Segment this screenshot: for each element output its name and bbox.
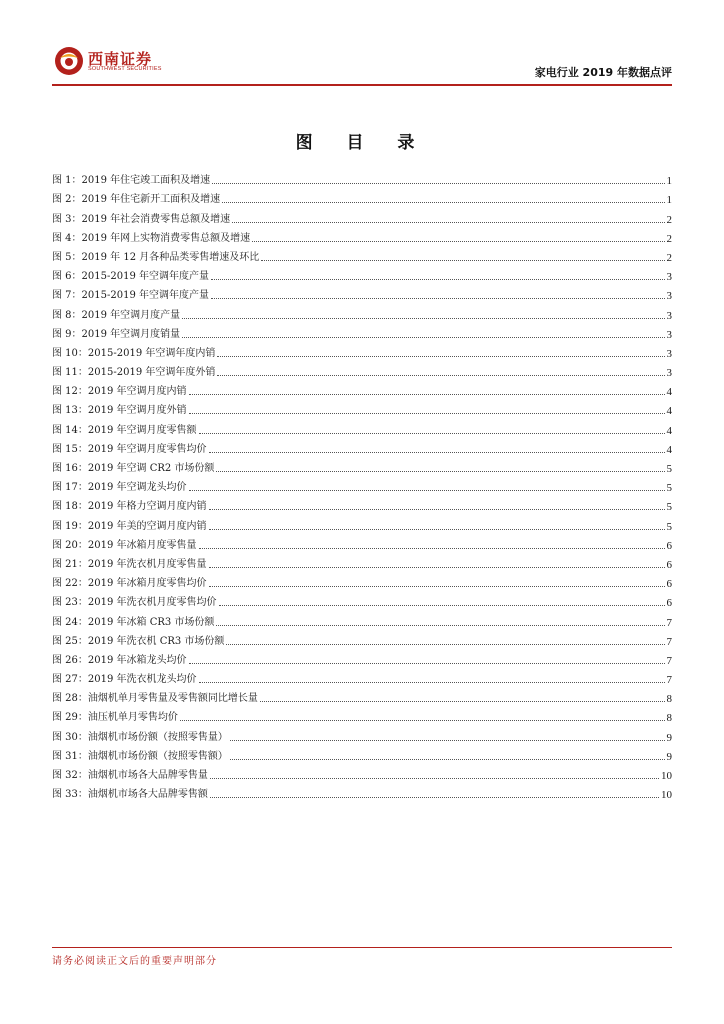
- toc-entry-label: 图 4：2019 年网上实物消费零售总额及增速: [52, 232, 251, 244]
- footer-disclaimer: 请务必阅读正文后的重要声明部分: [52, 956, 217, 967]
- toc-dot-leader: [210, 797, 659, 798]
- toc-dot-leader: [252, 241, 664, 242]
- toc-entry-page-number: 7: [666, 635, 672, 648]
- toc-dot-leader: [199, 548, 665, 549]
- toc-entry-label: 图 28：油烟机单月零售量及零售额同比增长量: [52, 693, 258, 705]
- toc-entry-label: 图 25：2019 年洗衣机 CR3 市场份额: [52, 635, 225, 647]
- toc-entry-label: 图 15：2019 年空调月度零售均价: [52, 443, 207, 455]
- toc-entry[interactable]: [52, 456, 672, 475]
- toc-entry[interactable]: [52, 475, 672, 494]
- toc-entry-page-number: 2: [666, 232, 672, 245]
- toc-dot-leader: [189, 663, 665, 664]
- toc-dot-leader: [189, 413, 665, 414]
- toc-entry-page-number: 7: [666, 654, 672, 667]
- toc-entry[interactable]: [52, 437, 672, 456]
- toc-entry-label: 图 21：2019 年洗衣机月度零售量: [52, 558, 207, 570]
- toc-entry-page-number: 2: [666, 251, 672, 264]
- toc-entry-label: 图 10：2015-2019 年空调年度内销: [52, 347, 216, 359]
- toc-dot-leader: [189, 394, 665, 395]
- toc-entry-page-number: 6: [666, 578, 672, 591]
- toc-entry[interactable]: [52, 187, 672, 206]
- toc-entry-page-number: 7: [666, 674, 672, 687]
- toc-entry-label: 图 26：2019 年冰箱龙头均价: [52, 654, 187, 666]
- toc-entry[interactable]: [52, 686, 672, 705]
- toc-dot-leader: [209, 586, 665, 587]
- toc-entry[interactable]: [52, 533, 672, 552]
- toc-entry[interactable]: [52, 379, 672, 398]
- toc-entry-label: 图 31：油烟机市场份额（按照零售额）: [52, 750, 228, 762]
- toc-entry-page-number: 4: [666, 386, 672, 399]
- toc-dot-leader: [182, 337, 664, 338]
- toc-entry[interactable]: [52, 648, 672, 667]
- toc-dot-leader: [222, 202, 664, 203]
- toc-entry-page-number: 6: [666, 558, 672, 571]
- toc-entry-page-number: 6: [666, 597, 672, 610]
- toc-entry-label: 图 19：2019 年美的空调月度内销: [52, 520, 207, 532]
- toc-entry-page-number: 4: [666, 424, 672, 437]
- toc-dot-leader: [216, 625, 664, 626]
- toc-entry-page-number: 8: [666, 693, 672, 706]
- toc-entry[interactable]: [52, 782, 672, 801]
- toc-entry-label: 图 32：油烟机市场各大品牌零售量: [52, 770, 208, 781]
- toc-entry[interactable]: [52, 609, 672, 628]
- toc-entry-page-number: 4: [666, 443, 672, 456]
- toc-entry-page-number: 7: [666, 616, 672, 629]
- toc-entry-label: 图 20：2019 年冰箱月度零售量: [52, 539, 197, 551]
- toc-entry-page-number: 3: [666, 309, 672, 322]
- toc-entry-label: 图 16：2019 年空调 CR2 市场份额: [52, 463, 215, 474]
- toc-dot-leader: [261, 260, 664, 261]
- brand-name-en: SOUTHWEST SECURITIES: [88, 66, 162, 72]
- toc-entry-page-number: 3: [666, 328, 672, 341]
- toc-dot-leader: [212, 183, 664, 184]
- toc-entry-label: 图 3：2019 年社会消费零售总额及增速: [52, 213, 231, 225]
- toc-entry[interactable]: [52, 571, 672, 590]
- toc-entry-label: 图 8：2019 年空调月度产量: [52, 309, 181, 321]
- toc-entry-label: 图 17：2019 年空调龙头均价: [52, 482, 187, 494]
- toc-dot-leader: [182, 318, 664, 319]
- toc-dot-leader: [211, 298, 665, 299]
- toc-entry[interactable]: [52, 724, 672, 743]
- toc-entry[interactable]: [52, 744, 672, 763]
- toc-entry-label: 图 33：油烟机市场各大品牌零售额: [52, 789, 208, 801]
- toc-entry[interactable]: [52, 322, 672, 341]
- toc-title: 图 目 录: [295, 133, 429, 153]
- toc-entry-label: 图 5：2019 年 12 月各种品类零售增速及环比: [52, 251, 260, 263]
- toc-entry[interactable]: [52, 168, 672, 187]
- toc-entry-label: 图 9：2019 年空调月度销量: [52, 328, 181, 340]
- toc-entry[interactable]: [52, 283, 672, 302]
- toc-entry[interactable]: [52, 398, 672, 417]
- toc-entry[interactable]: [52, 417, 672, 436]
- toc-dot-leader: [232, 222, 664, 223]
- toc-entry-page-number: 2: [666, 213, 672, 226]
- toc-entry-page-number: 5: [666, 520, 672, 533]
- toc-entry[interactable]: [52, 763, 672, 782]
- toc-dot-leader: [217, 356, 664, 357]
- toc-entry[interactable]: [52, 494, 672, 513]
- page-header: [52, 44, 672, 84]
- toc-entry[interactable]: [52, 264, 672, 283]
- toc-entry[interactable]: [52, 360, 672, 379]
- toc-entry-page-number: 10: [661, 789, 672, 802]
- brand-logo: [52, 44, 252, 80]
- toc-dot-leader: [180, 720, 665, 721]
- toc-entry[interactable]: [52, 667, 672, 686]
- toc-entry[interactable]: [52, 705, 672, 724]
- toc-entry-label: 图 12：2019 年空调月度内销: [52, 386, 187, 398]
- footer-divider: [52, 947, 672, 948]
- toc-entry-page-number: 3: [666, 271, 672, 284]
- toc-entry-label: 图 27：2019 年洗衣机龙头均价: [52, 674, 197, 686]
- toc-dot-leader: [209, 509, 665, 510]
- toc-dot-leader: [217, 375, 664, 376]
- report-title: 家电行业 2019 年数据点评: [534, 66, 672, 79]
- header-divider: [52, 84, 672, 86]
- toc-entry-page-number: 1: [666, 175, 672, 188]
- toc-entry[interactable]: [52, 302, 672, 321]
- toc-dot-leader: [210, 778, 659, 779]
- toc-entry-page-number: 6: [666, 539, 672, 552]
- toc-dot-leader: [209, 452, 665, 453]
- toc-entry-label: 图 6：2015-2019 年空调年度产量: [52, 271, 209, 283]
- toc-entry[interactable]: [52, 552, 672, 571]
- toc-entry-page-number: 4: [666, 405, 672, 418]
- toc-entry-page-number: 9: [666, 731, 672, 744]
- toc-dot-leader: [199, 433, 665, 434]
- toc-entry-label: 图 13：2019 年空调月度外销: [52, 405, 187, 417]
- toc-entry-label: 图 30：油烟机市场份额（按照零售量）: [52, 731, 228, 743]
- toc-dot-leader: [189, 490, 665, 491]
- toc-entry-page-number: 10: [661, 770, 672, 782]
- brand-logo-icon: [54, 46, 84, 76]
- figure-table-of-contents: [52, 168, 672, 801]
- toc-entry-page-number: 1: [666, 194, 672, 207]
- toc-entry-label: 图 18：2019 年格力空调月度内销: [52, 501, 207, 513]
- toc-dot-leader: [260, 701, 665, 702]
- toc-entry[interactable]: [52, 206, 672, 225]
- toc-dot-leader: [209, 529, 665, 530]
- toc-entry-page-number: 3: [666, 290, 672, 303]
- toc-entry[interactable]: [52, 245, 672, 264]
- toc-dot-leader: [230, 759, 665, 760]
- toc-entry-page-number: 3: [666, 367, 672, 380]
- toc-entry-page-number: 8: [666, 712, 672, 725]
- toc-entry-label: 图 23：2019 年洗衣机月度零售均价: [52, 597, 217, 609]
- toc-dot-leader: [230, 740, 665, 741]
- toc-dot-leader: [199, 682, 665, 683]
- toc-entry-label: 图 2：2019 年住宅新开工面积及增速: [52, 194, 221, 206]
- toc-entry-page-number: 5: [666, 463, 672, 475]
- toc-entry-page-number: 9: [666, 750, 672, 763]
- toc-entry-label: 图 29：油压机单月零售均价: [52, 712, 178, 724]
- toc-dot-leader: [216, 471, 664, 472]
- toc-dot-leader: [226, 644, 664, 645]
- toc-dot-leader: [211, 279, 665, 280]
- toc-entry-label: 图 22：2019 年冰箱月度零售均价: [52, 578, 207, 590]
- toc-entry[interactable]: [52, 341, 672, 360]
- toc-entry[interactable]: [52, 590, 672, 609]
- toc-entry[interactable]: [52, 629, 672, 648]
- toc-entry-label: 图 24：2019 年冰箱 CR3 市场份额: [52, 616, 215, 628]
- toc-entry-page-number: 5: [666, 482, 672, 495]
- toc-entry[interactable]: [52, 226, 672, 245]
- toc-entry-label: 图 14：2019 年空调月度零售额: [52, 424, 197, 436]
- toc-dot-leader: [219, 605, 665, 606]
- toc-entry-label: 图 1：2019 年住宅竣工面积及增速: [52, 175, 211, 187]
- brand-name-cn: 西南证券: [88, 50, 153, 68]
- toc-dot-leader: [209, 567, 665, 568]
- toc-entry-page-number: 5: [666, 501, 672, 514]
- toc-entry[interactable]: [52, 513, 672, 532]
- toc-entry-label: 图 11：2015-2019 年空调年度外销: [52, 367, 216, 379]
- toc-entry-page-number: 3: [666, 347, 672, 360]
- toc-entry-label: 图 7：2015-2019 年空调年度产量: [52, 290, 209, 302]
